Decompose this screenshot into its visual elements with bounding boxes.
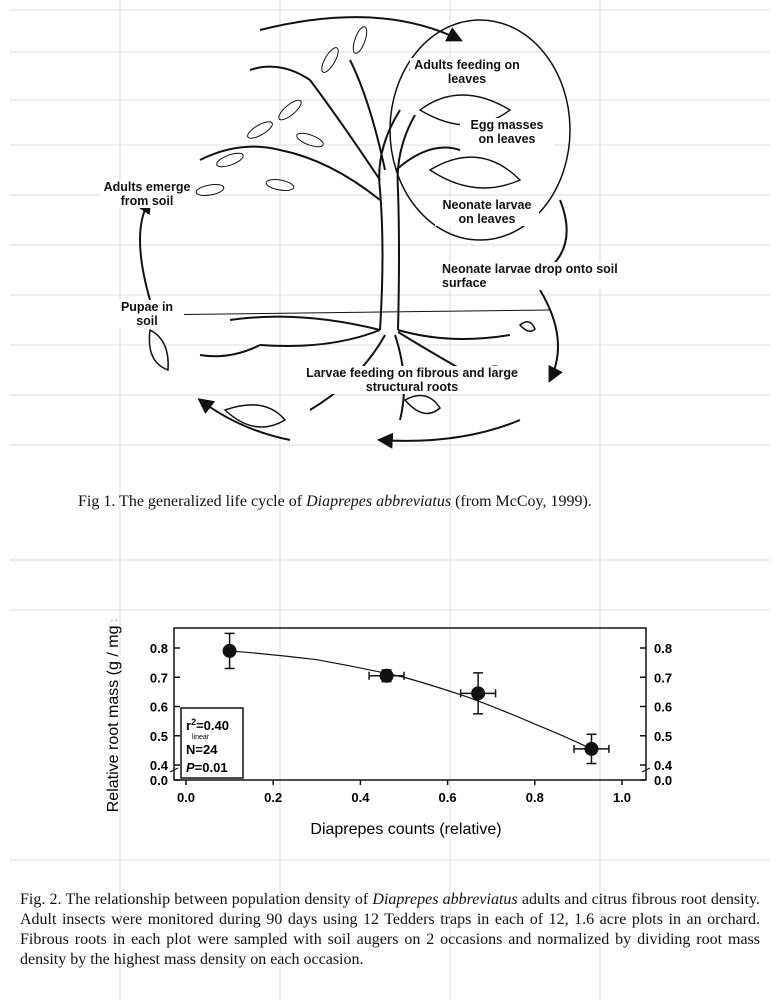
fit-curve bbox=[230, 651, 592, 749]
y-tick-label-left: 0.7 bbox=[149, 670, 168, 686]
life-cycle-figure bbox=[80, 0, 700, 480]
stats-r-letter: r bbox=[186, 718, 192, 733]
life-cycle-drawing bbox=[80, 0, 700, 480]
plot-frame bbox=[174, 628, 646, 780]
chart-axes bbox=[174, 628, 646, 780]
y-tick-label-right: 0.4 bbox=[654, 758, 673, 773]
data-marker bbox=[223, 644, 237, 658]
data-points bbox=[223, 633, 609, 763]
y-tick-label-right: 0.5 bbox=[654, 728, 673, 744]
y-tick-label-left: 0.5 bbox=[149, 728, 168, 744]
data-point bbox=[223, 633, 237, 668]
y-tick-label-right: 0.7 bbox=[654, 670, 673, 686]
data-marker bbox=[380, 669, 394, 683]
tree-leaves bbox=[195, 25, 369, 197]
x-tick-label: 0.6 bbox=[438, 790, 457, 805]
label-neonate-drop: Neonate larvae drop onto soil surface bbox=[440, 262, 634, 290]
y-tick-label-left: 0.0 bbox=[149, 773, 168, 788]
x-tick-label: 1.0 bbox=[612, 790, 632, 805]
x-axis-label: Diaprepes counts (relative) bbox=[310, 821, 502, 838]
label-neonate-larvae: Neonate larvae on leaves bbox=[435, 198, 539, 226]
y-tick-label-right: 0.6 bbox=[654, 699, 673, 715]
y-tick-label-right: 0.0 bbox=[654, 773, 673, 788]
figure-1-caption bbox=[78, 492, 718, 512]
x-tick-label: 0.8 bbox=[525, 790, 544, 805]
data-point bbox=[574, 734, 609, 763]
fig2-caption-rest: adults and citrus fibrous root density. Adult insects were monitored during 90 days using 12 Tedders traps in each of 12, 1.6 acre plots in an orchard. Fibrous roots in each plot were sampled with soil augers on 2 occasions and normalized by dividing root mass density by the highest mass density on each occasion. bbox=[20, 891, 761, 968]
label-larvae-feeding: Larvae feeding on fibrous and large structural roots bbox=[290, 366, 534, 394]
stats-r-value: =0.40 bbox=[196, 718, 229, 733]
fit-curve-line bbox=[230, 651, 592, 749]
label-egg-masses: Egg masses on leaves bbox=[460, 118, 554, 146]
stats-r2-sub: linear bbox=[192, 734, 210, 741]
data-marker bbox=[471, 686, 485, 700]
y-tick-label-right: 0.8 bbox=[654, 641, 673, 656]
label-pupae: Pupae in soil bbox=[110, 300, 184, 328]
fig1-caption-prefix: Fig 1. The generalized life cycle of bbox=[78, 493, 307, 510]
data-marker bbox=[584, 742, 598, 756]
stats-r-sup: 2 bbox=[191, 717, 197, 727]
figure-2-caption bbox=[20, 890, 760, 970]
stats-p bbox=[186, 760, 228, 775]
x-tick-label: 0.0 bbox=[176, 790, 196, 805]
fig1-caption-species: Diaprepes abbreviatus bbox=[306, 493, 452, 510]
data-point bbox=[461, 673, 496, 714]
y-axis-label: Relative root mass (g / mg soil) bbox=[105, 620, 122, 813]
y-tick-label-left: 0.6 bbox=[149, 699, 168, 715]
x-tick-label: 0.4 bbox=[351, 790, 370, 805]
stats-p-letter: P bbox=[186, 760, 195, 775]
y-tick-label-left: 0.4 bbox=[149, 758, 168, 773]
stats-n: N=24 bbox=[186, 742, 218, 757]
figure-2-chart bbox=[96, 620, 706, 850]
label-adults-feeding: Adults feeding on leaves bbox=[410, 58, 524, 86]
fig2-caption-prefix: Fig. 2. The relationship between population density of bbox=[20, 891, 373, 908]
stats-p-value: =0.01 bbox=[194, 760, 228, 775]
fig1-caption-suffix: (from McCoy, 1999). bbox=[451, 493, 592, 510]
scatter-chart bbox=[96, 620, 706, 850]
x-tick-label: 0.2 bbox=[264, 790, 283, 805]
soil-line bbox=[140, 310, 550, 315]
fig2-caption-species: Diaprepes abbreviatus bbox=[372, 891, 518, 908]
label-adults-emerge: Adults emerge from soil bbox=[100, 180, 194, 208]
y-tick-label-left: 0.8 bbox=[149, 641, 168, 656]
